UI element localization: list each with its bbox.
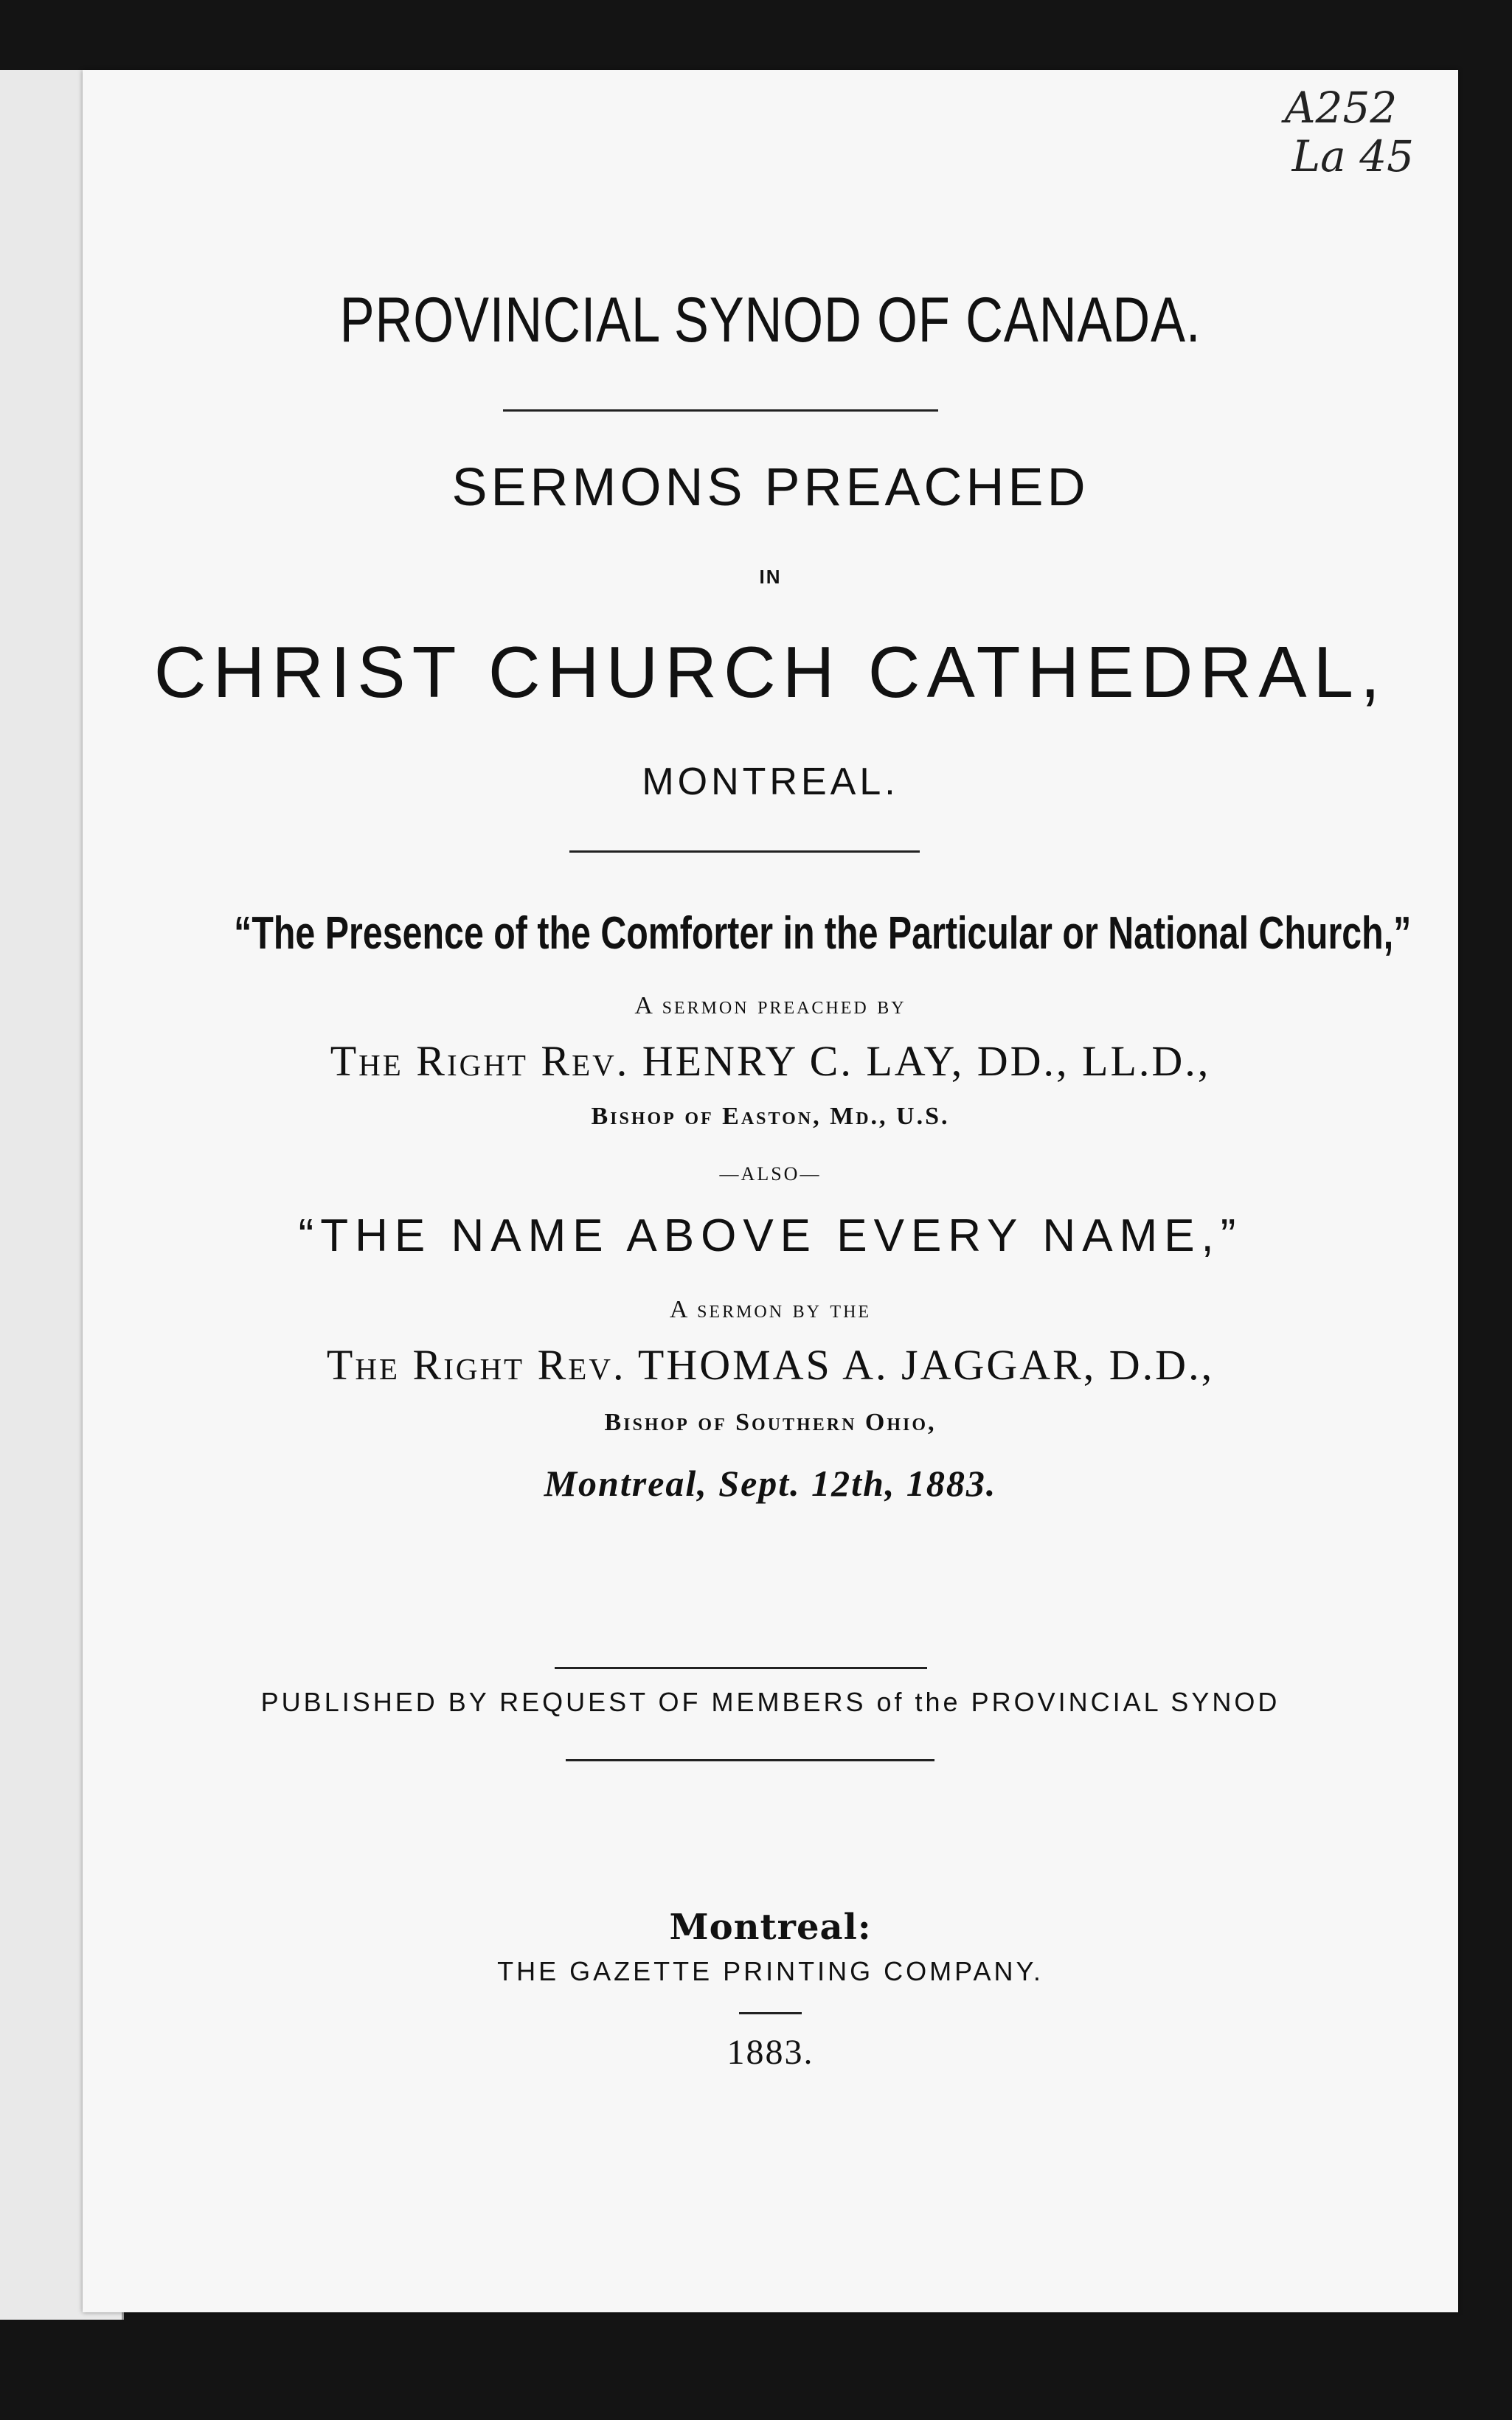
- divider-rule-5: [739, 2012, 802, 2014]
- sermon2-intro: A sermon by the: [669, 1296, 872, 1323]
- imprint-printer: THE GAZETTE PRINTING COMPANY.: [497, 1956, 1044, 1986]
- city-name: MONTREAL.: [642, 760, 899, 803]
- sermon1-preacher: The Right Rev. HENRY C. LAY, DD., LL.D.,: [330, 1037, 1211, 1085]
- sermon2-see: Bishop of Southern Ohio,: [604, 1409, 937, 1436]
- divider-rule-1: [503, 409, 938, 412]
- sermon1-title: “The Presence of the Comforter in the Particular or National Church,”: [234, 908, 1412, 959]
- divider-rule-4: [566, 1759, 934, 1761]
- sermon1-intro: A sermon preached by: [634, 992, 906, 1019]
- sermons-heading: SERMONS PREACHED: [451, 458, 1089, 517]
- sermon-date: Montreal, Sept. 12th, 1883.: [544, 1463, 997, 1504]
- imprint-city: Montreal:: [669, 1907, 872, 1948]
- divider-rule-2: [569, 850, 920, 853]
- published-note: PUBLISHED BY REQUEST OF MEMBERS of the PROVINCIAL SYNOD: [260, 1687, 1280, 1717]
- in-word: IN: [759, 566, 782, 588]
- handwritten-shelfmark: [1285, 83, 1414, 181]
- also-separator: —ALSO—: [719, 1163, 822, 1185]
- shelfmark-line-2: La 45: [1291, 131, 1414, 181]
- shelfmark-line-1: A252: [1284, 83, 1398, 133]
- sermon2-preacher: The Right Rev. THOMAS A. JAGGAR, D.D.,: [326, 1341, 1215, 1389]
- page-title: PROVINCIAL SYNOD OF CANADA.: [339, 285, 1201, 356]
- sermon2-title: “THE NAME ABOVE EVERY NAME,”: [298, 1210, 1243, 1261]
- sermon1-see: Bishop of Easton, Md., U.S.: [591, 1103, 950, 1130]
- imprint-year: 1883.: [726, 2033, 814, 2072]
- title-page: [83, 70, 1458, 2312]
- divider-rule-3: [555, 1667, 927, 1669]
- cathedral-name: CHRIST CHURCH CATHEDRAL,: [153, 631, 1387, 713]
